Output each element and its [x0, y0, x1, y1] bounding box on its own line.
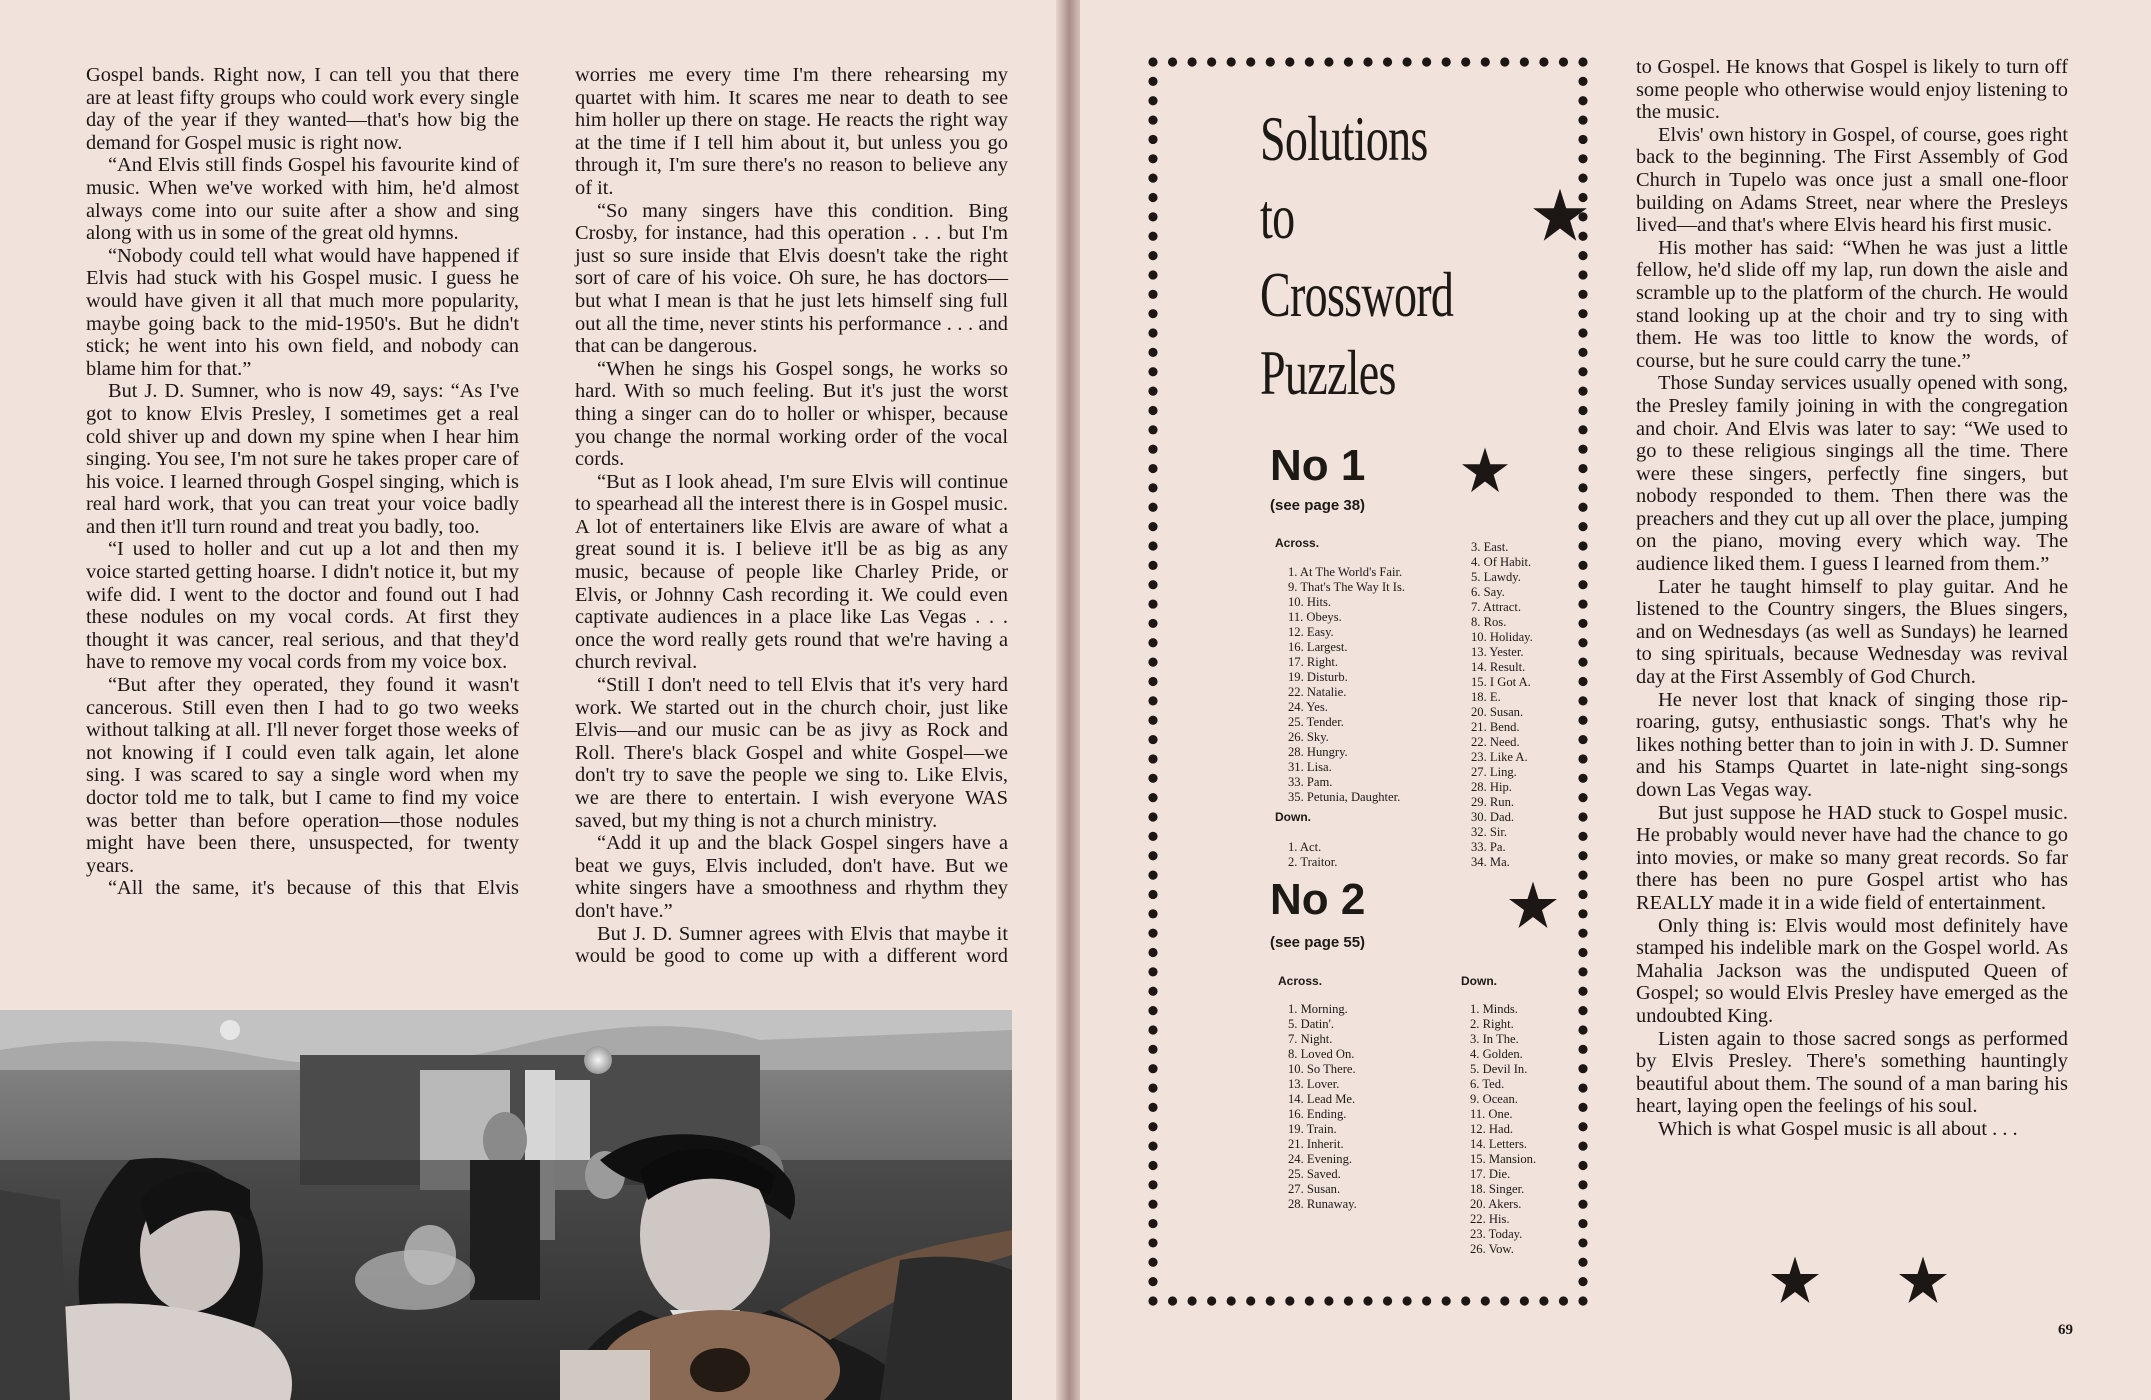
puzzle-1-down-list-continued [1471, 540, 1533, 870]
border-dot [1539, 57, 1548, 66]
border-dot [1520, 1296, 1529, 1305]
answer-item: 4. Of Habit. [1471, 555, 1532, 569]
answer-item: 13. Yester. [1471, 645, 1524, 659]
border-dot [1148, 464, 1157, 473]
border-dot [1578, 1142, 1587, 1151]
answer-item: 11. Obeys. [1288, 610, 1342, 624]
answer-item: 27. Ling. [1471, 765, 1517, 779]
border-dot [1422, 57, 1431, 66]
paragraph: “Nobody could tell what would have happened if Elvis had stuck with his Gospel music. I guess he would have given it all that much more popularity, maybe going back to the mid-1950's. But he didn't stick; he went into his own field, and nobody can blame him for that.” [86, 244, 519, 380]
border-dot [1578, 1025, 1587, 1034]
border-dot [1148, 948, 1157, 957]
border-dot [1481, 57, 1490, 66]
answer-item: 19. Disturb. [1288, 670, 1348, 684]
answer-item: 22. Need. [1471, 735, 1520, 749]
border-dot [1402, 57, 1411, 66]
border-dot [1305, 57, 1314, 66]
border-dot [1578, 1238, 1587, 1247]
answer-item: 14. Lead Me. [1288, 1092, 1356, 1106]
border-dot [1344, 57, 1353, 66]
border-dot [1578, 929, 1587, 938]
border-dot [1578, 619, 1587, 628]
answer-item: 1. Morning. [1288, 1002, 1348, 1016]
border-dot [1578, 677, 1587, 686]
paragraph: But J. D. Sumner agrees with Elvis that maybe it would be good to come up with a different word [575, 922, 1008, 968]
border-dot [1148, 929, 1157, 938]
answer-item: 1. At The World's Fair. [1288, 565, 1403, 579]
border-dot [1578, 1277, 1587, 1286]
answer-item: 17. Right. [1288, 655, 1339, 669]
border-dot [1578, 541, 1587, 550]
border-dot [1148, 1122, 1157, 1131]
border-dot [1578, 483, 1587, 492]
border-dot [1148, 580, 1157, 589]
left-column-1 [86, 64, 519, 900]
paragraph: worries me every time I'm there rehearsing my quartet with him. It scares me near to death to see him holler up there on stage. He reacts the right way at the time if I tell him about it, but unless you go through it, I'm sure there's no reason to believe any of it. [575, 64, 1008, 199]
answer-item: 26. Sky. [1288, 730, 1329, 744]
paragraph: “When he sings his Gospel songs, he works so hard. With so much feeling. But it's just the worst thing a singer can do to holler or whisper, because you change the normal working order of the vocal cords. [575, 357, 1008, 471]
border-dot [1148, 967, 1157, 976]
border-dot [1578, 251, 1587, 260]
border-dot [1363, 57, 1372, 66]
border-dot [1578, 1296, 1587, 1305]
border-dot [1207, 1296, 1216, 1305]
border-dot [1148, 812, 1157, 821]
border-dot [1148, 115, 1157, 124]
border-dot [1148, 716, 1157, 725]
border-dot [1148, 1180, 1157, 1189]
puzzle-1-see-page: (see page 38) [1270, 497, 1366, 514]
answer-item: 12. Had. [1470, 1122, 1514, 1136]
answer-item: 15. I Got A. [1471, 675, 1531, 689]
answer-item: 6. Say. [1471, 585, 1505, 599]
answer-item: 18. Singer. [1470, 1182, 1525, 1196]
paragraph: “But as I look ahead, I'm sure Elvis will continue to spearhead all the interest there is in Gospel music. A lot of entertainers like Elvis are aware of what a great sound it is. I believe it'll be as big as any music, because of people like Charley Pride, or Elvis, or Johnny Cash recording it. We could even captivate audiences in a place like Las Vegas . . . once the word really gets round that we're having a church revival. [575, 470, 1008, 674]
border-dot [1578, 77, 1587, 86]
border-dot [1148, 522, 1157, 531]
paragraph: Those Sunday services usually opened with song, the Presley family joining in with the congregation and choir. And Elvis was later to say: “We used to go to these religious singings all the time. There were these singers, perfectly fine singers, but nobody responded to them. Then there was the preachers and they cut up all over the place, jumping on the piano, moving every which way. The audience liked them. I guess I learned from them.” [1636, 372, 2068, 576]
border-dot [1578, 522, 1587, 531]
border-dot [1578, 135, 1587, 144]
border-dot [1578, 270, 1587, 279]
answer-item: 28. Runaway. [1288, 1197, 1357, 1211]
answer-item: 24. Evening. [1288, 1152, 1353, 1166]
paragraph: “Still I don't need to tell Elvis that it's very hard work. We started out in the church choir, just like Elvis—and our music can be as jivy as Rock and Roll. There's black Gospel and white Gospel—we don't try to save the people we sing to. Like Elvis, we are there to entertain. I wish everyone WAS saved, but my thing is not a church ministry. [575, 674, 1008, 832]
border-dot [1461, 1296, 1470, 1305]
border-dot [1148, 774, 1157, 783]
puzzle-2-across-label: Across. [1278, 974, 1323, 988]
border-dot [1148, 212, 1157, 221]
border-dot [1148, 96, 1157, 105]
border-dot [1539, 1296, 1548, 1305]
answer-item: 23. Like A. [1471, 750, 1528, 764]
border-dot [1578, 967, 1587, 976]
border-dot [1578, 1180, 1587, 1189]
border-dot [1578, 445, 1587, 454]
border-dot [1148, 387, 1157, 396]
paragraph: Elvis' own history in Gospel, of course, goes right back to the beginning. The First Assembly of God Church in Tupelo was once just a small one-floor building on Adams Street, near where the Presleys lived—and that's where Elvis heard his first music. [1636, 123, 2068, 237]
border-dot [1578, 1064, 1587, 1073]
border-dot [1578, 96, 1587, 105]
answer-item: 18. E. [1471, 690, 1501, 704]
border-dot [1148, 1219, 1157, 1228]
answer-item: 23. Today. [1470, 1227, 1523, 1241]
border-dot [1266, 1296, 1275, 1305]
answer-item: 7. Attract. [1471, 600, 1522, 614]
border-dot [1578, 1083, 1587, 1092]
answer-item: 10. Holiday. [1471, 630, 1533, 644]
puzzle-2-see-page: (see page 55) [1270, 934, 1366, 951]
border-dot [1520, 57, 1529, 66]
border-dot [1148, 174, 1157, 183]
border-dot [1148, 290, 1157, 299]
border-dot [1148, 541, 1157, 550]
border-dot [1578, 174, 1587, 183]
border-dot [1148, 677, 1157, 686]
puzzle-2-heading: No 2 [1270, 875, 1366, 924]
answer-item: 27. Susan. [1288, 1182, 1341, 1196]
border-dot [1266, 57, 1275, 66]
border-dot [1148, 1238, 1157, 1247]
border-dot [1148, 987, 1157, 996]
border-dot [1148, 77, 1157, 86]
border-dot [1148, 135, 1157, 144]
paragraph: “I used to holler and cut up a lot and then my voice started getting hoarse. I didn't notice it, but my wife did. I went to the doctor and found out I had these nodules on my vocal cords. At first they thought it was cancer, real serious, and that they'd have to remove my vocal cords from my voice box. [86, 538, 519, 674]
paragraph: He never lost that knack of singing those rip-roaring, gutsy, enthusiastic songs. That's why he likes nothing better than to join in with J. D. Sumner and his Stamps Quartet in late-night sing-songs down Las Vegas way. [1636, 688, 2068, 801]
border-dot [1383, 57, 1392, 66]
answer-item: 26. Vow. [1470, 1242, 1514, 1256]
paragraph: “Add it up and the black Gospel singers have a beat we guys, Elvis included, don't have. But we white singers have a smoothness and rhythm they don't have.” [575, 832, 1008, 922]
answer-item: 12. Easy. [1288, 625, 1334, 639]
answer-item: 22. His. [1470, 1212, 1510, 1226]
border-dot [1148, 193, 1157, 202]
border-dot [1578, 735, 1587, 744]
border-dot [1305, 1296, 1314, 1305]
star-icon [1508, 880, 1558, 930]
puzzle-1-heading: No 1 [1270, 441, 1366, 490]
answer-item: 16. Largest. [1288, 640, 1348, 654]
border-dot [1148, 696, 1157, 705]
border-dot [1578, 599, 1587, 608]
border-dot [1227, 57, 1236, 66]
border-dot [1148, 1161, 1157, 1170]
border-dot [1148, 793, 1157, 802]
border-dot [1148, 599, 1157, 608]
answer-item: 2. Right. [1470, 1017, 1514, 1031]
answer-item: 35. Petunia, Daughter. [1288, 790, 1401, 804]
border-dot [1442, 57, 1451, 66]
border-dot [1578, 580, 1587, 589]
border-dot [1578, 367, 1587, 376]
border-dot [1578, 115, 1587, 124]
border-dot [1559, 57, 1568, 66]
answer-item: 16. Ending. [1288, 1107, 1347, 1121]
right-column [1636, 56, 2068, 1141]
border-dot [1422, 1296, 1431, 1305]
border-dot [1461, 57, 1470, 66]
border-dot [1363, 1296, 1372, 1305]
border-dot [1148, 832, 1157, 841]
border-dot [1559, 1296, 1568, 1305]
paragraph: “So many singers have this condition. Bing Crosby, for instance, had this operation . . . but I'm just so sure inside that Elvis doesn't take the right sort of care of his voice. Oh sure, he has doctors—but what I mean is that he just lets himself sing full out all the time, never stints his performance . . . and that can be dangerous. [575, 199, 1008, 358]
star-icon [1898, 1255, 1948, 1305]
answer-item: 6. Ted. [1470, 1077, 1505, 1091]
puzzle-1-across-label: Across. [1275, 536, 1320, 550]
crossword-solutions-box [1145, 54, 1591, 1309]
border-dot [1578, 387, 1587, 396]
border-dot [1578, 1045, 1587, 1054]
border-dot [1148, 638, 1157, 647]
paragraph: Listen again to those sacred songs as performed by Elvis Presley. There's something hauntingly beautiful about them. The sound of a man baring his heart, laying open the feelings of his soul. [1636, 1027, 2068, 1118]
answer-item: 13. Lover. [1288, 1077, 1340, 1091]
answer-item: 21. Inherit. [1288, 1137, 1344, 1151]
border-dot [1168, 57, 1177, 66]
answer-item: 10. Hits. [1288, 595, 1332, 609]
paragraph: “All the same, it's because of this that Elvis [108, 877, 519, 900]
border-dot [1578, 987, 1587, 996]
border-dot [1148, 425, 1157, 434]
border-dot [1578, 1161, 1587, 1170]
border-dot [1187, 1296, 1196, 1305]
puzzle-1-across-list [1288, 565, 1405, 805]
border-dot [1578, 658, 1587, 667]
border-dot [1148, 1006, 1157, 1015]
border-dot [1344, 1296, 1353, 1305]
border-dot [1578, 774, 1587, 783]
paragraph: Gospel bands. Right now, I can tell you that there are at least fifty groups who could work every single day of the year if they wanted—that's how big the demand for Gospel music is right now. [86, 64, 519, 154]
border-dot [1578, 754, 1587, 763]
border-dot [1383, 1296, 1392, 1305]
border-dot [1148, 232, 1157, 241]
border-dot [1148, 483, 1157, 492]
border-dot [1578, 154, 1587, 163]
border-dot [1148, 1083, 1157, 1092]
border-dot [1148, 658, 1157, 667]
answer-item: 15. Mansion. [1470, 1152, 1537, 1166]
border-dot [1578, 1103, 1587, 1112]
border-dot [1578, 1006, 1587, 1015]
border-dot [1578, 812, 1587, 821]
paragraph: to Gospel. He knows that Gospel is likely to turn off some people who otherwise would enjoy listening to the music. [1636, 56, 2068, 124]
answer-item: 20. Akers. [1470, 1197, 1522, 1211]
border-dot [1148, 851, 1157, 860]
answer-item: 19. Train. [1288, 1122, 1337, 1136]
border-dot [1148, 1064, 1157, 1073]
answer-item: 21. Bend. [1471, 720, 1520, 734]
answer-item: 29. Run. [1471, 795, 1515, 809]
border-dot [1578, 561, 1587, 570]
answer-item: 5. Datin'. [1288, 1017, 1334, 1031]
border-dot [1500, 1296, 1509, 1305]
answer-item: 30. Dad. [1471, 810, 1515, 824]
paragraph: His mother has said: “When he was just a little fellow, he'd slide off my lap, run down the aisle and scramble up to the platform of the church. He would stand looking up at the choir and try to sing with them. He was too little to know the words, of course, but he sure could carry the tune.” [1636, 236, 2068, 372]
border-dot [1578, 290, 1587, 299]
border-dot [1148, 1142, 1157, 1151]
border-dot [1227, 1296, 1236, 1305]
border-dot [1148, 251, 1157, 260]
puzzle-1-down-list [1288, 840, 1337, 870]
border-dot [1148, 270, 1157, 279]
border-dot [1148, 406, 1157, 415]
border-dot [1148, 619, 1157, 628]
paragraph: Which is what Gospel music is all about . . . [1658, 1117, 2018, 1140]
paragraph: But J. D. Sumner, who is now 49, says: “As I've got to know Elvis Presley, I sometimes get a real cold shiver up and down my spine when I hear him singing. You see, I'm not sure he takes proper care of his voice. I learned through Gospel singing, which is real hard work, that you can treat your voice badly and then it'll turn round and treat you badly, too. [86, 380, 519, 538]
border-dot [1148, 1025, 1157, 1034]
paragraph: “And Elvis still finds Gospel his favourite kind of music. When we've worked with him, he'd almost always come into our suite after a show and sing along with us in some of the great old hymns. [86, 154, 519, 245]
answer-item: 28. Hungry. [1288, 745, 1348, 759]
puzzle-2-down-list [1470, 1002, 1536, 1257]
answer-item: 3. In The. [1470, 1032, 1519, 1046]
answer-item: 3. East. [1471, 540, 1509, 554]
answer-item: 14. Result. [1471, 660, 1526, 674]
answer-item: 1. Minds. [1470, 1002, 1518, 1016]
border-dot [1578, 890, 1587, 899]
border-dot [1148, 154, 1157, 163]
paragraph: “But after they operated, they found it wasn't cancerous. Still even then I had to go two weeks without talking at all. I'll never forget those weeks of not knowing if I could even talk again, let alone sing. I was scared to say a single word when my doctor told me to talk, but I came to find my voice was better than before operation—those nodules might have been there, unsuspected, for twenty years. [86, 674, 519, 877]
border-dot [1578, 1200, 1587, 1209]
border-dot [1148, 328, 1157, 337]
border-dot [1148, 561, 1157, 570]
border-dot [1578, 1219, 1587, 1228]
puzzle-2-across-list [1288, 1002, 1357, 1212]
border-dot [1168, 1296, 1177, 1305]
answer-item: 4. Golden. [1470, 1047, 1523, 1061]
page-number: 69 [2058, 1322, 2073, 1338]
border-dot [1578, 948, 1587, 957]
border-dot [1324, 57, 1333, 66]
puzzle-1-down-label: Down. [1275, 810, 1311, 824]
answer-item: 1. Act. [1288, 840, 1322, 854]
border-dot [1578, 503, 1587, 512]
border-dot [1207, 57, 1216, 66]
border-dot [1578, 696, 1587, 705]
border-dot [1402, 1296, 1411, 1305]
answer-item: 31. Lisa. [1288, 760, 1332, 774]
border-dot [1578, 638, 1587, 647]
border-dot [1578, 909, 1587, 918]
border-dot [1578, 870, 1587, 879]
border-dot [1578, 425, 1587, 434]
answer-item: 14. Letters. [1470, 1137, 1528, 1151]
answer-item: 22. Natalie. [1288, 685, 1347, 699]
star-icon [1532, 187, 1588, 243]
border-dot [1148, 735, 1157, 744]
border-dot [1578, 1122, 1587, 1131]
answer-item: 24. Yes. [1288, 700, 1328, 714]
star-icon [1770, 1255, 1820, 1305]
answer-item: 8. Loved On. [1288, 1047, 1355, 1061]
solutions-title-line: to [1260, 181, 1295, 252]
answer-item: 25. Saved. [1288, 1167, 1341, 1181]
border-dot [1148, 309, 1157, 318]
answer-item: 33. Pam. [1288, 775, 1333, 789]
border-dot [1148, 870, 1157, 879]
border-dot [1578, 1258, 1587, 1267]
border-dot [1481, 1296, 1490, 1305]
border-dot [1578, 348, 1587, 357]
border-dot [1148, 890, 1157, 899]
border-dot [1285, 1296, 1294, 1305]
border-dot [1148, 1296, 1157, 1305]
left-column-2 [575, 64, 1008, 968]
answer-item: 17. Die. [1470, 1167, 1511, 1181]
border-dot [1500, 57, 1509, 66]
puzzle-2-down-label: Down. [1461, 974, 1497, 988]
border-dot [1246, 1296, 1255, 1305]
paragraph: Only thing is: Elvis would most definitely have stamped his indelible mark on the Gospel world. As Mahalia Jackson was the undisputed Queen of Gospel; so would Elvis Presley have emerged as the undoubted King. [1636, 914, 2068, 1027]
star-icon [1461, 446, 1509, 494]
left-page [0, 0, 1062, 1400]
answer-item: 28. Hip. [1471, 780, 1512, 794]
border-dot [1187, 57, 1196, 66]
right-page [1080, 0, 2151, 1400]
border-dot [1246, 57, 1255, 66]
answer-item: 20. Susan. [1471, 705, 1524, 719]
answer-item: 5. Devil In. [1470, 1062, 1528, 1076]
paragraph: Later he taught himself to play guitar. And he listened to the Country singers, the Blues singers, and on Wednesdays (as well as Sundays) he learned to sing spirituals, because Wednesday was revival day at the First Assembly of God Church. [1636, 575, 2068, 689]
border-dot [1578, 464, 1587, 473]
border-dot [1148, 754, 1157, 763]
answer-item: 2. Traitor. [1288, 855, 1338, 869]
border-dot [1148, 348, 1157, 357]
answer-item: 11. One. [1470, 1107, 1513, 1121]
border-dot [1442, 1296, 1451, 1305]
border-dot [1148, 909, 1157, 918]
border-dot [1148, 57, 1157, 66]
border-dot [1578, 57, 1587, 66]
answer-item: 10. So There. [1288, 1062, 1356, 1076]
border-dot [1578, 851, 1587, 860]
border-dot [1578, 793, 1587, 802]
border-dot [1148, 1258, 1157, 1267]
answer-item: 9. Ocean. [1470, 1092, 1518, 1106]
solutions-title-line: Puzzles [1260, 337, 1396, 408]
border-dot [1148, 1045, 1157, 1054]
paragraph: But just suppose he HAD stuck to Gospel music. He probably would never have had the chance to go into movies, or make so many great records. So far there has been no pure Gospel artist who has REALLY made it in a wide field of entertainment. [1636, 801, 2068, 914]
border-dot [1148, 1103, 1157, 1112]
answer-item: 34. Ma. [1471, 855, 1510, 869]
border-dot [1148, 445, 1157, 454]
answer-item: 9. That's The Way It Is. [1288, 580, 1406, 594]
border-dot [1578, 309, 1587, 318]
border-dot [1148, 1277, 1157, 1286]
solutions-title-line: Crossword [1260, 259, 1454, 330]
border-dot [1285, 57, 1294, 66]
border-dot [1578, 406, 1587, 415]
answer-item: 8. Ros. [1471, 615, 1507, 629]
answer-item: 32. Sir. [1471, 825, 1508, 839]
solutions-title-line: Solutions [1260, 103, 1428, 174]
border-dot [1148, 367, 1157, 376]
answer-item: 25. Tender. [1288, 715, 1344, 729]
answer-item: 33. Pa. [1471, 840, 1506, 854]
border-dot [1578, 328, 1587, 337]
answer-item: 5. Lawdy. [1471, 570, 1521, 584]
border-dot [1578, 716, 1587, 725]
border-dot [1324, 1296, 1333, 1305]
answer-item: 7. Night. [1288, 1032, 1333, 1046]
border-dot [1578, 832, 1587, 841]
elvis-guitar-photo [0, 1010, 1012, 1400]
border-dot [1148, 1200, 1157, 1209]
border-dot [1148, 503, 1157, 512]
